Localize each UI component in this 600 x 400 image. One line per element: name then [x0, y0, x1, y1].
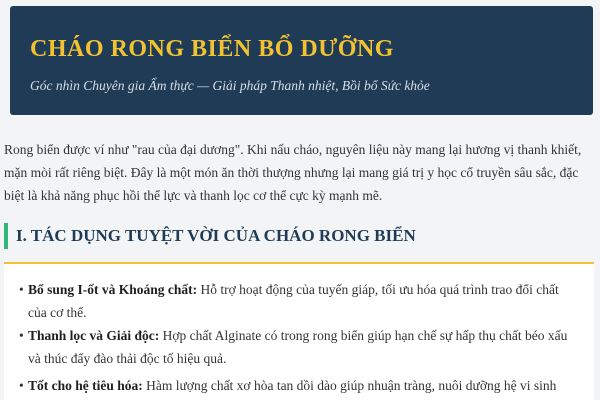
list-item — [19, 278, 568, 324]
section-title: I. TÁC DỤNG TUYỆT VỜI CỦA CHÁO RONG BIỂN — [16, 226, 416, 245]
bullet-icon: • — [19, 282, 24, 297]
page-subtitle: Góc nhìn Chuyên gia Ẩm thực — Giải pháp Thanh nhiệt, Bồi bổ Sức khỏe — [30, 78, 430, 93]
bullet-icon: • — [19, 378, 24, 393]
page-title: CHÁO RONG BIỂN BỔ DƯỠNG — [30, 36, 394, 62]
section-accent-bar — [4, 223, 8, 249]
item-term: Bổ sung I-ốt và Khoáng chất: — [28, 282, 201, 297]
list-item — [19, 324, 568, 370]
header-banner — [10, 6, 593, 115]
item-term: Tốt cho hệ tiêu hóa: — [28, 378, 147, 393]
item-text: Hàm lượng chất xơ hòa tan dồi dào giúp nhuận tràng, nuôi dưỡng hệ vi sinh — [146, 378, 557, 393]
section-heading — [4, 221, 594, 251]
list-item — [19, 374, 568, 397]
intro-paragraph: Rong biển được ví như "rau của đại dương". Khi nấu cháo, nguyên liệu này mang lại hương vị thanh khiết, mặn mòi rất riêng biệt. Đây là một món ăn thời thượng nhưng lại mang giá trị y học cổ truyền sâu sắc, đặc biệt là khả năng phục hồi thể lực và thanh lọc cơ thể cực kỳ mạnh mẽ. — [4, 142, 582, 203]
item-term: Thanh lọc và Giải độc: — [28, 328, 163, 343]
bullet-icon: • — [19, 328, 24, 343]
item-text: Hỗ trợ hoạt động của tuyến giáp, tối ưu hóa quá trình trao đổi chất của cơ thể. — [28, 282, 559, 320]
item-text: Hợp chất Alginate có trong rong biển giúp hạn chế sự hấp thụ chất béo xấu và thúc đẩy đào thải độc tố hiệu quả. — [28, 328, 568, 366]
benefits-card — [4, 262, 594, 400]
